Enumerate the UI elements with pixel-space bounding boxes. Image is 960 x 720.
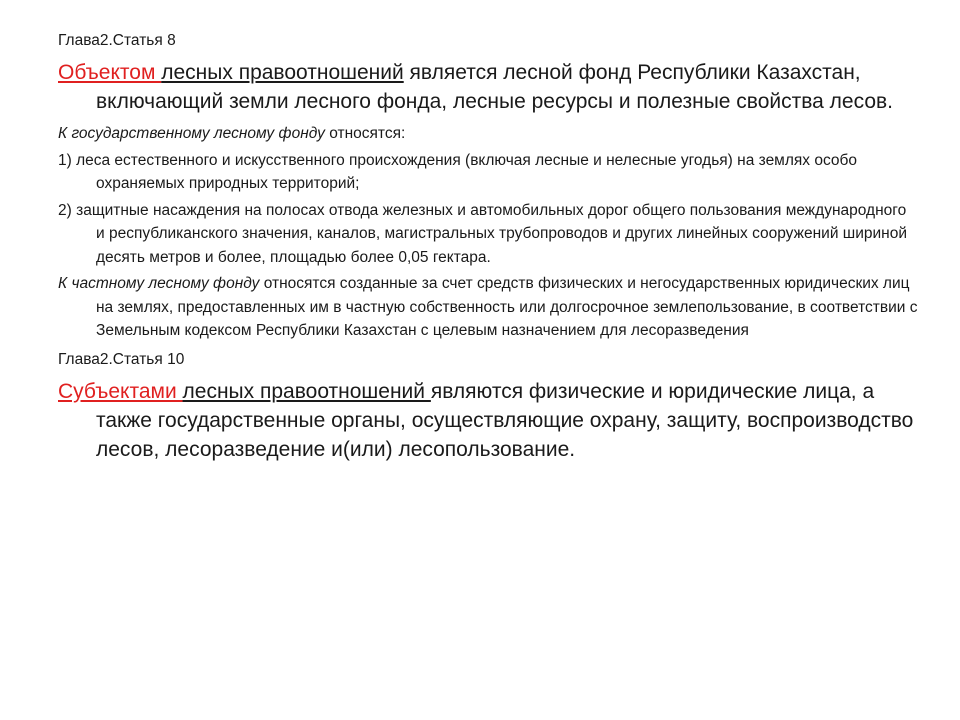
state-fund-intro-text: относятся: [324,125,406,142]
subject-definition-text: являются физические и юридические лица, а также государственные органы, осуществляющие охрану, защиту, воспроизводство лесов, лесоразведение и(или) лесопользование. [96,379,914,461]
slide-content [58,30,918,470]
article-10-heading: Глава2.Статья 10 [58,350,185,368]
private-fund-paragraph [58,272,918,343]
legal-relations-underlined-2: лесных правоотношений [182,379,431,403]
subject-term: Субъектами [58,379,183,403]
legal-relations-underlined: лесных правоотношений [161,61,404,84]
private-fund-text: относятся созданные за счет средств физических и негосударственных юридических лиц на землях, предоставленных им в частную собственность или долгосрочное землепользование, в соответствии с Земельным кодексом Республики Казахстан с целевым назначением для лесоразведения [96,275,918,339]
article-8-heading: Глава2.Статья 8 [58,32,176,49]
object-definition-text: является лесной фонд Республики Казахстан, включающий земли лесного фонда, лесные ресурсы и полезные свойства лесов. [96,61,894,113]
state-fund-term: К государственному лесному фонду [58,125,325,142]
state-fund-item-2: 2) защитные насаждения на полосах отвода железных и автомобильных дорог общего пользования международного и республиканского значения, каналов, магистральных трубопроводов и других линейных сооружений шириной десять метров и более, площадью более 0,05 гектара. [58,201,907,266]
object-term: Объектом [58,61,162,84]
state-fund-item-1: 1) леса естественного и искусственного происхождения (включая лесные и нелесные угодья) на землях особо охраняемых природных территорий; [58,151,857,192]
private-fund-term: К частному лесному фонду [58,275,260,292]
article-10-subject-paragraph [58,377,918,464]
state-fund-intro [58,122,918,146]
article-8-object-paragraph [58,58,918,116]
